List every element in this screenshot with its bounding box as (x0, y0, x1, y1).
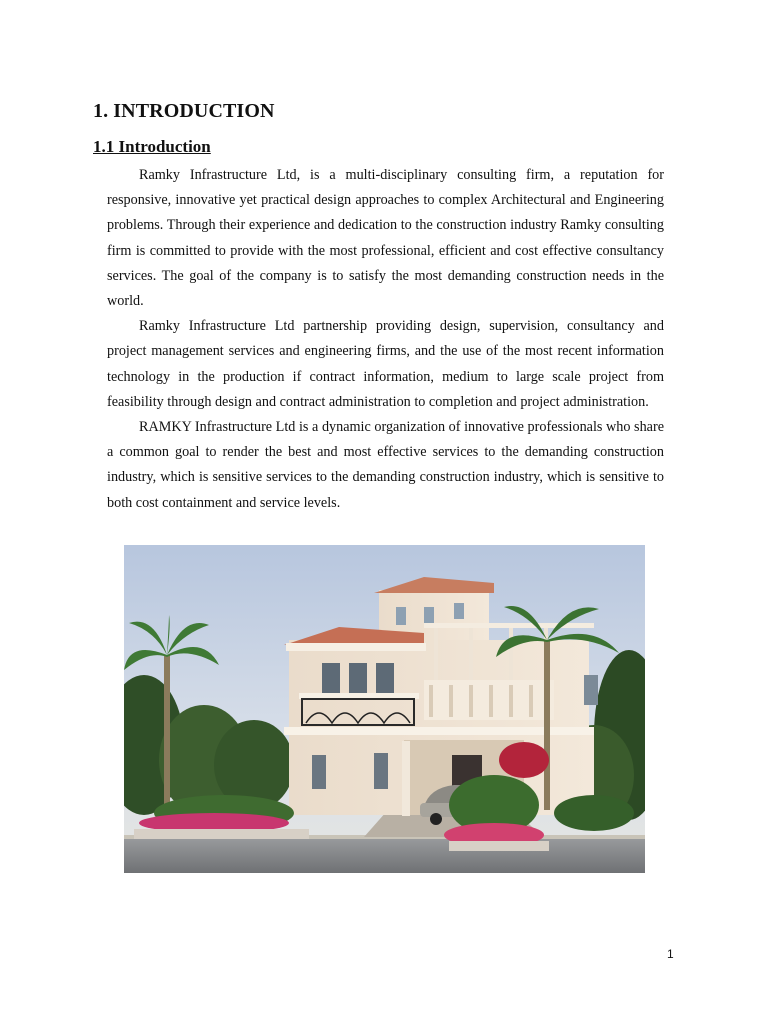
villa-rendering-image (124, 545, 645, 873)
section-heading: 1. INTRODUCTION (93, 100, 275, 122)
paragraph-2: Ramky Infrastructure Ltd partnership providing design, supervision, consultancy and project management services and engineering firms, and the use of the most recent information technology in the production if contract information, medium to large scale project from feasibility through design and contract administration to completion and project administration. (107, 318, 664, 410)
page-number: 1 (667, 947, 674, 961)
subsection-heading: 1.1 Introduction (93, 137, 211, 156)
paragraph-1: Ramky Infrastructure Ltd, is a multi-disciplinary consulting firm, a reputation for responsive, innovative yet practical design approaches to complex Architectural and Engineering problems. Through their experience and dedication to the construction industry Ramky consulting firm is committed to provide with the most professional, efficient and cost effective consultancy services. The goal of the company is to satisfy the most demanding construction needs in the world. (107, 167, 664, 310)
paragraph-3: RAMKY Infrastructure Ltd is a dynamic organization of innovative professionals who share a common goal to render the best and most effective services to the demanding construction industry, which is sensitive services to the demanding construction industry, which is sensitive to both cost containment and service levels. (107, 419, 664, 511)
body-text (107, 163, 664, 516)
